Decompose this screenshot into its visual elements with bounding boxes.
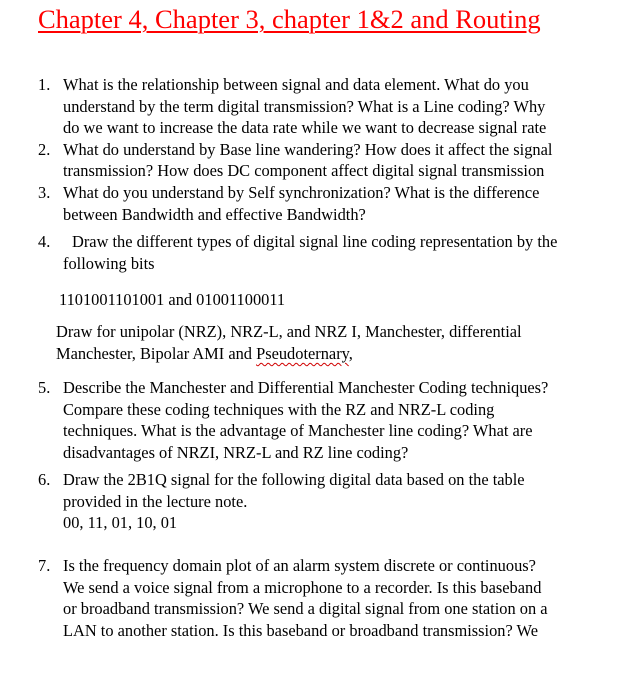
question-text [63, 182, 633, 225]
question-line: Compare these coding techniques with the RZ and NRZ-L coding [63, 399, 495, 419]
question-line: understand by the term digital transmission? What is a Line coding? Why [63, 96, 546, 116]
question-text [63, 377, 633, 463]
question-text [72, 231, 634, 253]
draw-instruction-punct: , [348, 344, 353, 363]
question-number: 2. [38, 139, 51, 159]
question-line: Draw the 2B1Q signal for the following digital data based on the table [63, 470, 525, 489]
spellcheck-word: Pseudoternary [256, 344, 349, 363]
question-line: between Bandwidth and effective Bandwidth? [63, 204, 366, 224]
question-number: 5. [38, 378, 51, 397]
draw-instruction-line-2 [56, 343, 353, 365]
page-title: Chapter 4, Chapter 3, chapter 1&2 and Routing [38, 4, 541, 34]
question-number: 3. [38, 183, 51, 202]
question-number: 6. [38, 470, 51, 489]
question-text [63, 469, 633, 534]
question-line: disadvantages of NRZI, NRZ-L and RZ line coding? [63, 442, 409, 462]
question-line: or broadband transmission? We send a digital signal from one station on a [63, 599, 548, 618]
question-line: What do you understand by Self synchronization? What is the difference [63, 183, 540, 202]
question-line: Draw the different types of digital signal line coding representation by the [72, 232, 558, 251]
bit-sequence: 1101001101001 and 01001100011 [59, 290, 286, 309]
question-number: 1. [38, 75, 51, 94]
question-line: Describe the Manchester and Differential Manchester Coding techniques? [63, 378, 549, 397]
question-line: We send a voice signal from a microphone to a recorder. Is this baseband [63, 577, 542, 597]
question-data: 00, 11, 01, 10, 01 [63, 513, 178, 532]
question-text [63, 253, 633, 275]
draw-instruction-text: Manchester, Bipolar AMI and [56, 344, 257, 363]
question-text [63, 555, 633, 641]
question-number: 4. [38, 232, 51, 251]
question-line: following bits [63, 253, 155, 273]
question-line: techniques. What is the advantage of Manchester line coding? What are [63, 421, 533, 440]
question-line: LAN to another station. Is this baseband or broadband transmission? We [63, 620, 538, 640]
question-line: What is the relationship between signal and data element. What do you [63, 75, 529, 94]
question-number: 7. [38, 556, 51, 575]
question-text [63, 139, 633, 182]
question-line: do we want to increase the data rate while we want to decrease signal rate [63, 118, 547, 137]
question-text [63, 74, 633, 139]
question-line: Is the frequency domain plot of an alarm system discrete or continuous? [63, 556, 536, 575]
question-line: provided in the lecture note. [63, 491, 248, 511]
question-line: What do understand by Base line wandering? How does it affect the signal [63, 139, 553, 159]
question-line: transmission? How does DC component affect digital signal transmission [63, 161, 545, 180]
draw-instruction-line-1: Draw for unipolar (NRZ), NRZ-L, and NRZ I, Manchester, differential [56, 322, 522, 341]
